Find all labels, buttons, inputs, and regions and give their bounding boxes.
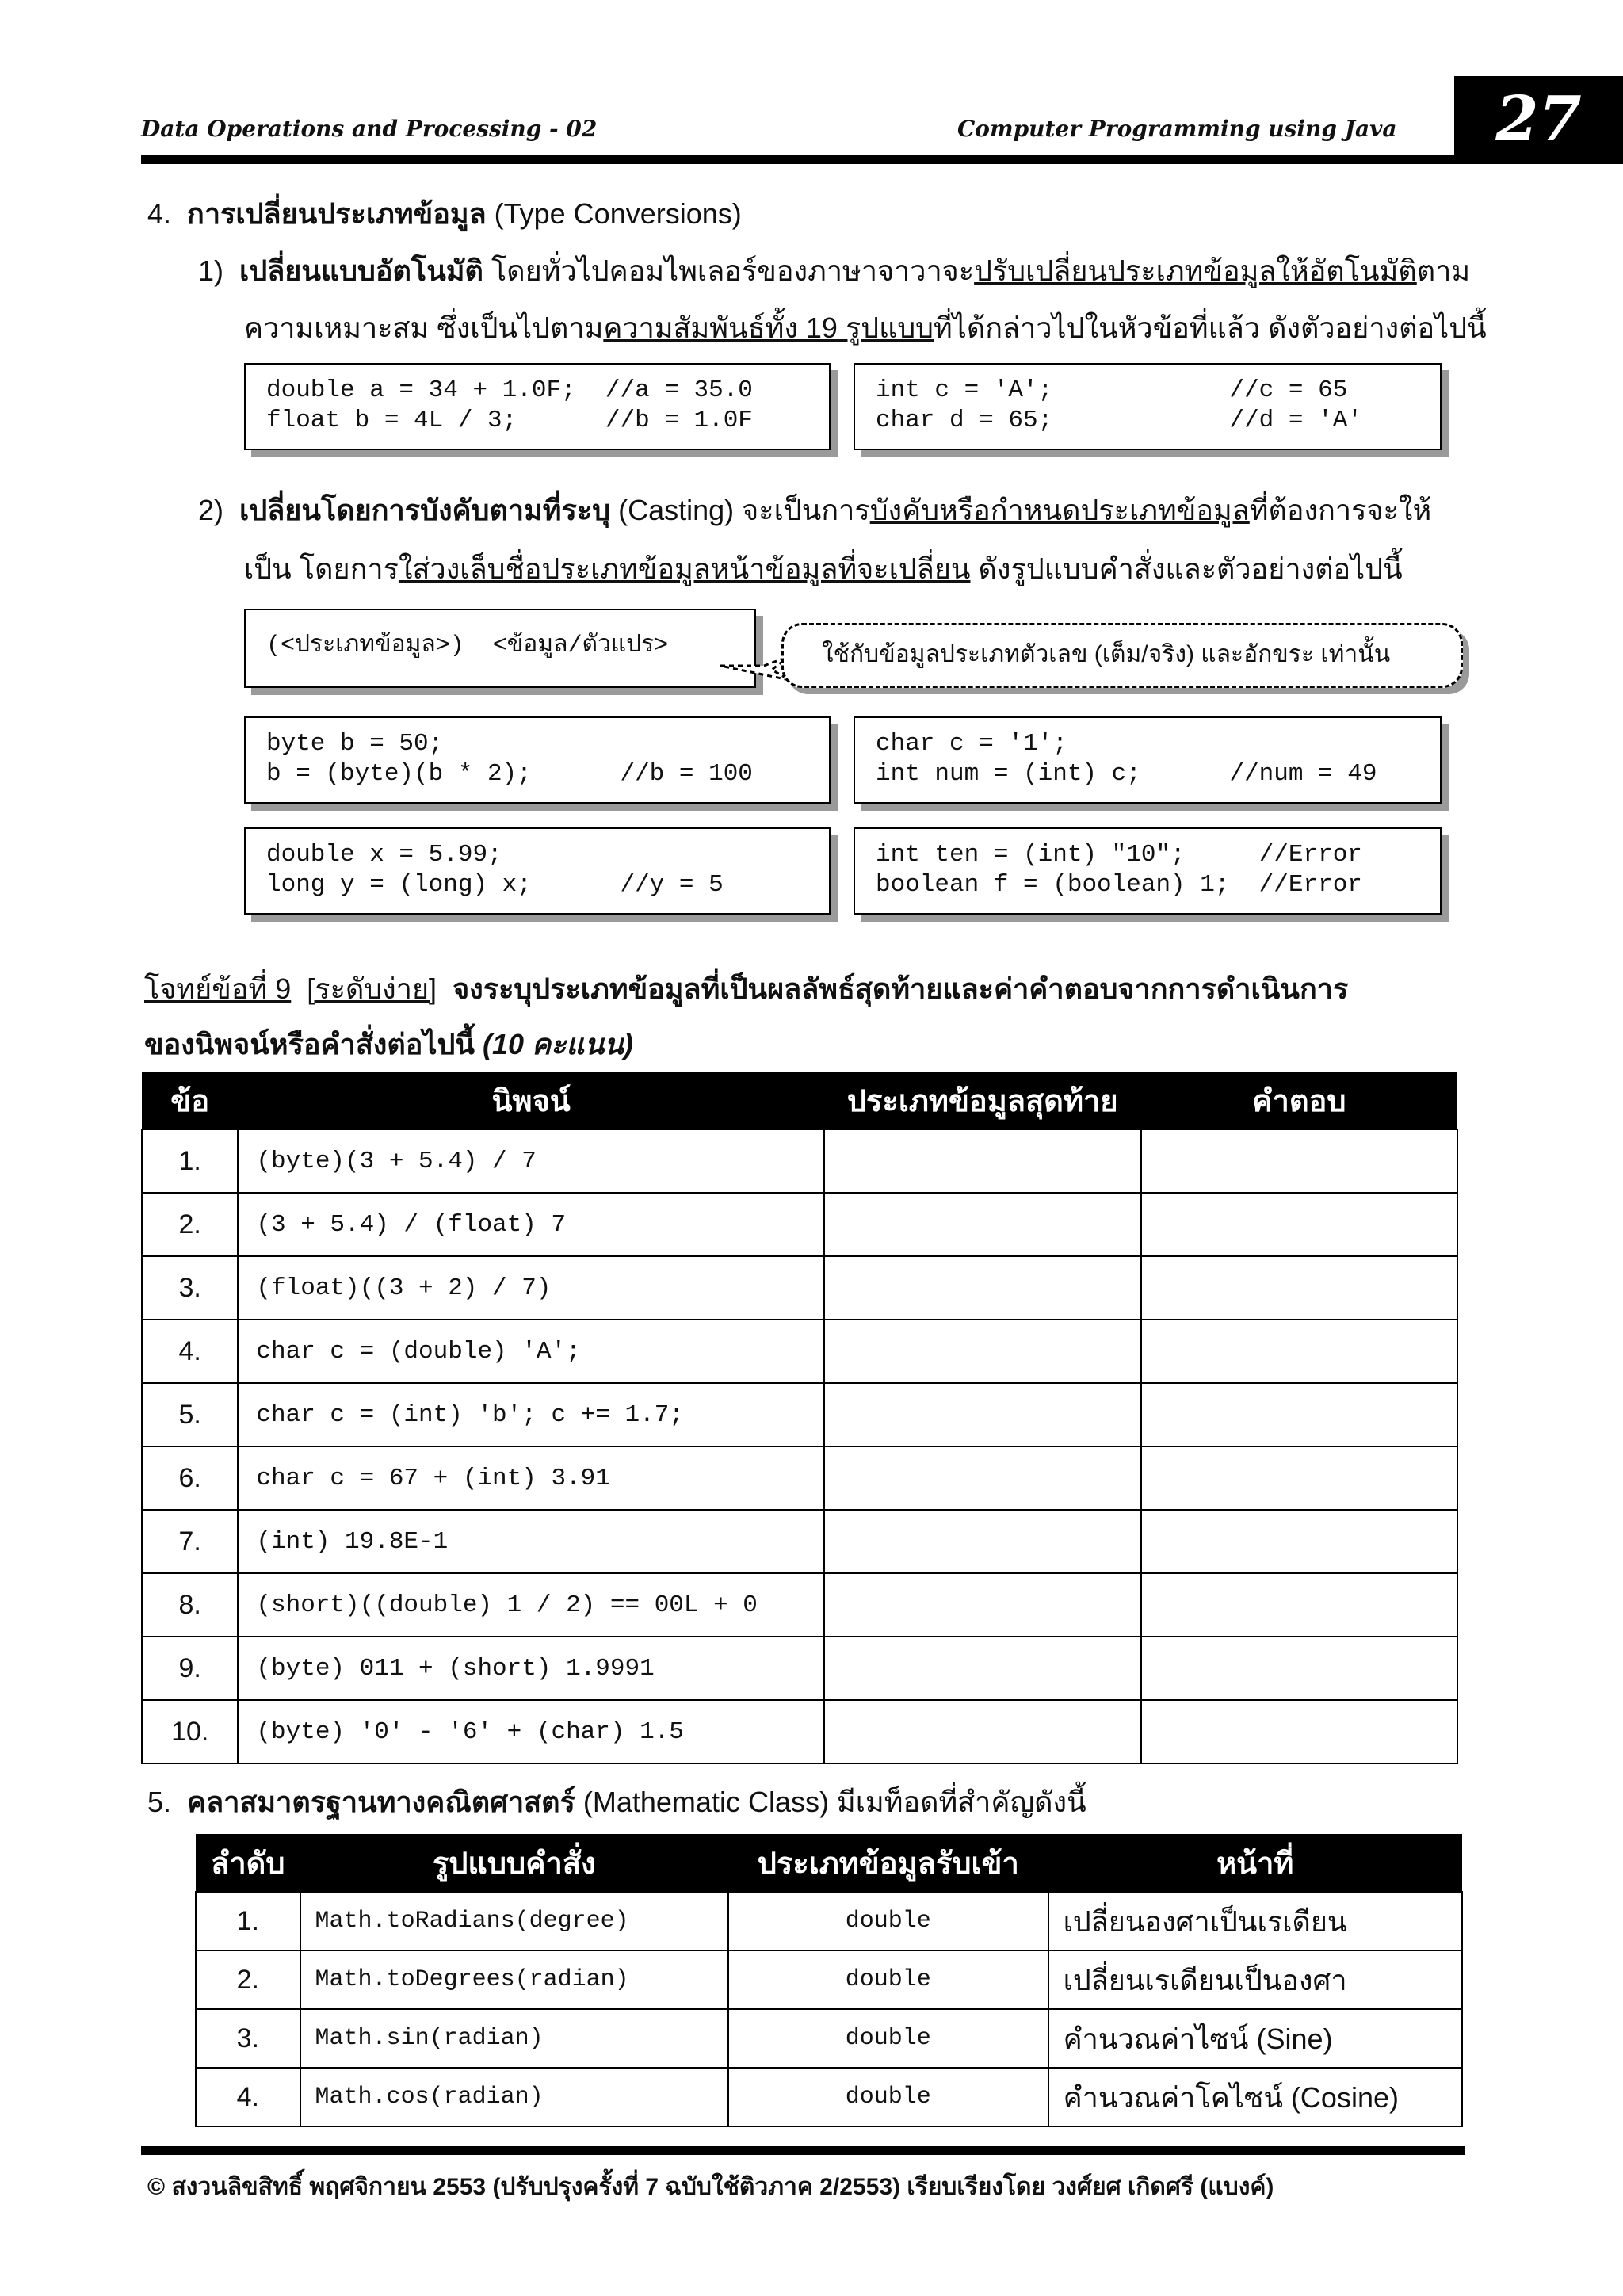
syntax-text: (<ประเภทข้อมูล>) <ข้อมูล/ตัวแปร> [266, 632, 669, 659]
exercise-level: [ระดับง่าย] [307, 972, 437, 1005]
table-row [142, 1446, 1457, 1510]
expression-cell: (short)((double) 1 / 2) == 00L + 0 [238, 1573, 823, 1637]
section-title-en: (Type Conversions) [494, 197, 742, 230]
expression-cell: (byte)(3 + 5.4) / 7 [238, 1129, 823, 1193]
item-underlined-text: ปรับเปลี่ยนประเภทข้อมูลให้อัตโนมัติ [974, 254, 1417, 287]
code-line: int c = 'A'; //c = 65 [876, 376, 1348, 404]
section-4-heading [147, 197, 742, 231]
expression-cell: (3 + 5.4) / (float) 7 [238, 1193, 823, 1256]
code-line: long y = (long) x; //y = 5 [266, 871, 724, 899]
input-type-cell: double [728, 2009, 1048, 2068]
item-text: จะเป็นการ [742, 494, 870, 526]
value-answer-cell[interactable] [1141, 1129, 1457, 1193]
method-description-cell: เปลี่ยนเรเดียนเป็นองศา [1048, 1950, 1462, 2009]
section-title-end: มีเมท็อดที่สำคัญดังนี้ [836, 1786, 1086, 1818]
code-box-cast-1 [244, 716, 831, 804]
method-description-cell: คำนวณค่าโคไซน์ (Cosine) [1048, 2068, 1462, 2126]
value-answer-cell[interactable] [1141, 1446, 1457, 1510]
row-number: 1. [196, 1892, 300, 1950]
table-row [142, 1700, 1457, 1763]
item-text: ที่ได้กล่าวไปในหัวข้อที่แล้ว ดังตัวอย่างต่อไปนี้ [934, 311, 1487, 344]
code-box-cast-2 [854, 716, 1442, 804]
table-row [142, 1129, 1457, 1193]
expression-cell: char c = (double) 'A'; [238, 1320, 823, 1383]
item-text: ดังรูปแบบคำสั่งและตัวอย่างต่อไปนี้ [978, 552, 1403, 585]
exercise-heading-line-1 [144, 972, 1348, 1007]
value-answer-cell[interactable] [1141, 1573, 1457, 1637]
row-number: 4. [142, 1320, 238, 1383]
exercise-heading-line-2 [144, 1027, 633, 1062]
final-type-answer-cell[interactable] [824, 1446, 1141, 1510]
column-header: รูปแบบคำสั่ง [300, 1834, 728, 1892]
final-type-answer-cell[interactable] [824, 1193, 1141, 1256]
method-description-cell: คำนวณค่าไซน์ (Sine) [1048, 2009, 1462, 2068]
section-title-th: คลาสมาตรฐานทางคณิตศาสตร์ [187, 1786, 575, 1818]
item-underlined-text: ใส่วงเล็บชื่อประเภทข้อมูลหน้าข้อมูลที่จะเปลี่ยน [398, 552, 971, 585]
expression-cell: char c = (int) 'b'; c += 1.7; [238, 1383, 823, 1446]
code-line: int ten = (int) "10"; //Error [876, 841, 1362, 869]
code-line: float b = 4L / 3; //b = 1.0F [266, 407, 753, 434]
section-number: 5. [147, 1786, 172, 1818]
row-number: 5. [142, 1383, 238, 1446]
column-header: ลำดับ [196, 1834, 300, 1892]
input-type-cell: double [728, 2068, 1048, 2126]
row-number: 6. [142, 1446, 238, 1510]
section-title-th: การเปลี่ยนประเภทข้อมูล [187, 197, 487, 230]
method-syntax-cell: Math.cos(radian) [300, 2068, 728, 2126]
header-left-title: Data Operations and Processing - 02 [141, 116, 598, 142]
value-answer-cell[interactable] [1141, 1637, 1457, 1700]
value-answer-cell[interactable] [1141, 1193, 1457, 1256]
code-box-auto-left [244, 363, 831, 450]
method-syntax-cell: Math.sin(radian) [300, 2009, 728, 2068]
item-2-line-1 [198, 493, 1431, 528]
row-number: 3. [196, 2009, 300, 2068]
exercise-points: (10 คะแนน) [482, 1028, 633, 1060]
item-text: เป็น โดยการ [244, 552, 399, 585]
syntax-box [244, 609, 756, 688]
section-5-heading [147, 1785, 1086, 1820]
item-1-line-2 [244, 311, 1487, 346]
row-number: 2. [196, 1950, 300, 2009]
table-row [142, 1637, 1457, 1700]
column-header: ข้อ [142, 1072, 238, 1129]
final-type-answer-cell[interactable] [824, 1700, 1141, 1763]
code-line: double a = 34 + 1.0F; //a = 35.0 [266, 376, 753, 404]
final-type-answer-cell[interactable] [824, 1510, 1141, 1573]
item-2-line-2 [244, 552, 1403, 586]
code-line: int num = (int) c; //num = 49 [876, 760, 1377, 788]
row-number: 8. [142, 1573, 238, 1637]
table-header-row [196, 1834, 1462, 1892]
code-line: char c = '1'; [876, 730, 1067, 758]
row-number: 10. [142, 1700, 238, 1763]
method-description-cell: เปลี่ยนองศาเป็นเรเดียน [1048, 1892, 1462, 1950]
item-text: ที่ต้องการจะให้ [1249, 494, 1432, 526]
method-syntax-cell: Math.toRadians(degree) [300, 1892, 728, 1950]
final-type-answer-cell[interactable] [824, 1383, 1141, 1446]
final-type-answer-cell[interactable] [824, 1573, 1141, 1637]
final-type-answer-cell[interactable] [824, 1320, 1141, 1383]
section-number: 4. [147, 197, 172, 230]
table-row [142, 1256, 1457, 1320]
input-type-cell: double [728, 1892, 1048, 1950]
value-answer-cell[interactable] [1141, 1510, 1457, 1573]
exercise-table [141, 1072, 1458, 1764]
table-row [196, 1950, 1462, 2009]
casting-note-callout: ใช้กับข้อมูลประเภทตัวเลข (เต็ม/จริง) และอักขระ เท่านั้น [781, 623, 1463, 688]
value-answer-cell[interactable] [1141, 1383, 1457, 1446]
expression-cell: char c = 67 + (int) 3.91 [238, 1446, 823, 1510]
expression-cell: (float)((3 + 2) / 7) [238, 1256, 823, 1320]
exercise-text: จงระบุประเภทข้อมูลที่เป็นผลลัพธ์สุดท้ายและค่าคำตอบจากการดำเนินการ [453, 972, 1349, 1005]
column-header: ประเภทข้อมูลรับเข้า [728, 1834, 1048, 1892]
value-answer-cell[interactable] [1141, 1700, 1457, 1763]
column-header: นิพจน์ [238, 1072, 823, 1129]
code-box-auto-right [854, 363, 1442, 450]
math-methods-table [195, 1834, 1463, 2127]
item-text: โดยทั่วไปคอมไพเลอร์ของภาษาจาวาจะ [491, 254, 975, 287]
final-type-answer-cell[interactable] [824, 1637, 1141, 1700]
code-box-cast-4 [854, 827, 1442, 915]
expression-cell: (byte) 011 + (short) 1.9991 [238, 1637, 823, 1700]
table-row [196, 1892, 1462, 1950]
table-row [142, 1383, 1457, 1446]
copyright-footer: © สงวนลิขสิทธิ์ พฤศจิกายน 2553 (ปรับปรุงครั้งที่ 7 ฉบับใช้ติวภาค 2/2553) เรียบเรียงโดย วงศ์ยศ เกิดศรี (แบงค์) [147, 2174, 1274, 2200]
item-text: (Casting) [618, 494, 735, 526]
item-1-line-1 [198, 254, 1470, 288]
header-rule [141, 155, 1623, 164]
value-answer-cell[interactable] [1141, 1320, 1457, 1383]
row-number: 9. [142, 1637, 238, 1700]
final-type-answer-cell[interactable] [824, 1129, 1141, 1193]
item-title: เปลี่ยนแบบอัตโนมัติ [239, 254, 483, 287]
item-number: 1) [198, 254, 224, 287]
footer-rule [141, 2146, 1465, 2155]
code-line: b = (byte)(b * 2); //b = 100 [266, 760, 753, 788]
code-box-cast-3 [244, 827, 831, 915]
row-number: 4. [196, 2068, 300, 2126]
code-line: boolean f = (boolean) 1; //Error [876, 871, 1362, 899]
method-syntax-cell: Math.toDegrees(radian) [300, 1950, 728, 2009]
header-right-title: Computer Programming using Java [957, 116, 1397, 142]
table-row [196, 2068, 1462, 2126]
exercise-text: ของนิพจน์หรือคำสั่งต่อไปนี้ [144, 1028, 475, 1060]
table-row [142, 1193, 1457, 1256]
page-number: 27 [1454, 76, 1623, 163]
item-number: 2) [198, 494, 224, 526]
item-underlined-text: ความสัมพันธ์ทั้ง 19 รูปแบบ [603, 311, 934, 344]
table-row [142, 1320, 1457, 1383]
item-underlined-text: บังคับหรือกำหนดประเภทข้อมูล [869, 494, 1250, 526]
item-title: เปลี่ยนโดยการบังคับตามที่ระบุ [239, 494, 611, 526]
row-number: 7. [142, 1510, 238, 1573]
column-header: ประเภทข้อมูลสุดท้าย [824, 1072, 1141, 1129]
value-answer-cell[interactable] [1141, 1256, 1457, 1320]
section-title-en: (Mathematic Class) [582, 1786, 829, 1818]
table-row [142, 1573, 1457, 1637]
table-row [196, 2009, 1462, 2068]
expression-cell: (int) 19.8E-1 [238, 1510, 823, 1573]
row-number: 3. [142, 1256, 238, 1320]
row-number: 1. [142, 1129, 238, 1193]
column-header: หน้าที่ [1048, 1834, 1462, 1892]
item-text: ตาม [1416, 254, 1471, 287]
final-type-answer-cell[interactable] [824, 1256, 1141, 1320]
table-header-row [142, 1072, 1457, 1129]
exercise-label: โจทย์ข้อที่ 9 [144, 972, 292, 1005]
input-type-cell: double [728, 1950, 1048, 2009]
table-row [142, 1510, 1457, 1573]
item-text: ความเหมาะสม ซึ่งเป็นไปตาม [244, 311, 604, 344]
code-line: char d = 65; //d = 'A' [876, 407, 1362, 434]
expression-cell: (byte) '0' - '6' + (char) 1.5 [238, 1700, 823, 1763]
code-line: byte b = 50; [266, 730, 444, 758]
code-line: double x = 5.99; [266, 841, 502, 869]
row-number: 2. [142, 1193, 238, 1256]
column-header: คำตอบ [1141, 1072, 1457, 1129]
